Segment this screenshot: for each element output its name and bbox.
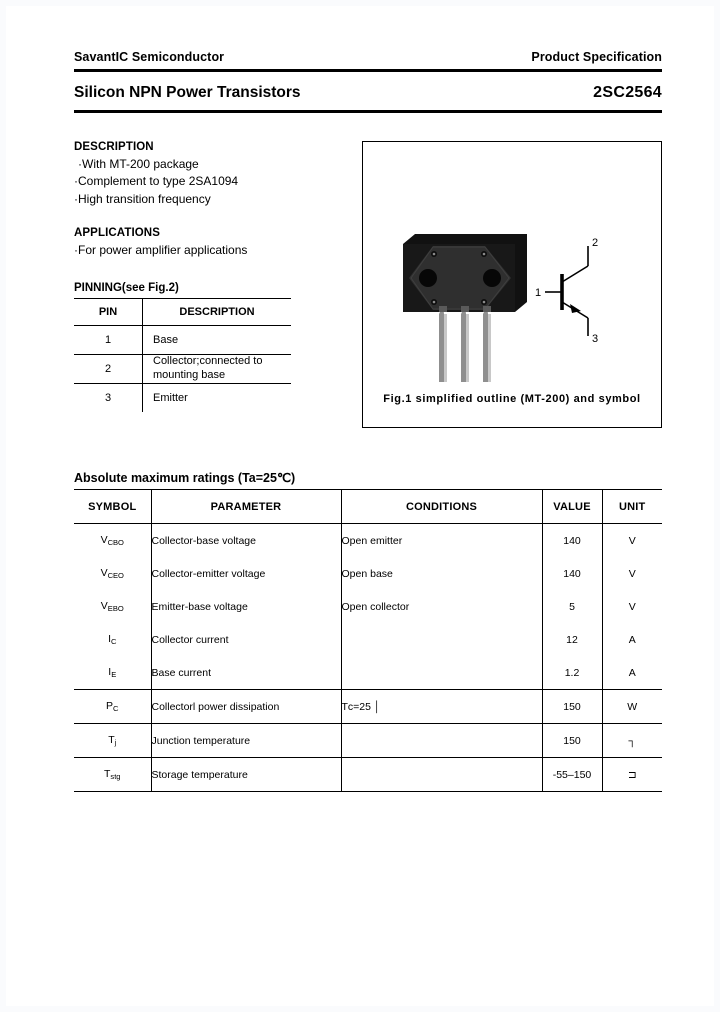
table-row [74, 623, 662, 656]
symbol-base: I [108, 633, 111, 646]
applications-heading: APPLICATIONS [74, 227, 160, 240]
symbol-base: V [100, 534, 108, 547]
pinning-col-pin: PIN [74, 298, 143, 325]
applications-bullet: ·For power amplifier applications [74, 243, 248, 258]
page-title: Silicon NPN Power Transistors [74, 84, 301, 101]
symbol-base: I [108, 666, 112, 679]
right-column [362, 141, 662, 428]
rating-value: 5 [542, 590, 602, 623]
rating-symbol [74, 590, 151, 623]
symbol-subscript: j [114, 737, 117, 747]
rating-conditions: Open base [341, 557, 542, 590]
rating-symbol [74, 690, 151, 724]
symbol-pin-1-label: 1 [535, 287, 542, 299]
description-bullet: ·Complement to type 2SA1094 [74, 174, 239, 189]
npn-transistor-symbol [531, 238, 627, 348]
body-columns [74, 141, 662, 428]
left-column [74, 141, 362, 412]
rating-value: -55–150 [542, 758, 602, 792]
table-row [74, 557, 662, 590]
symbol-subscript: C [113, 703, 119, 713]
rating-parameter: Collector-base voltage [151, 524, 341, 558]
rating-conditions: Tс=25 │ [341, 690, 542, 724]
rating-value: 1.2 [542, 656, 602, 690]
rating-conditions [341, 724, 542, 758]
description-bullet: ·With MT-200 package [78, 157, 199, 171]
pin-description: Base [153, 333, 179, 346]
pin-number: 2 [74, 354, 143, 383]
table-row [74, 724, 662, 758]
rating-parameter: Storage temperature [151, 758, 341, 792]
package-leads [439, 306, 491, 382]
rating-conditions [341, 623, 542, 656]
rating-unit: V [628, 600, 636, 613]
pin-number: 1 [74, 325, 143, 354]
rating-unit: ⊐ [602, 758, 662, 792]
rating-parameter: Collector current [151, 623, 341, 656]
table-row [74, 656, 662, 690]
rating-unit: A [602, 656, 662, 690]
rating-conditions [341, 758, 542, 792]
pinning-title: PINNING(see Fig.2) [74, 281, 179, 294]
title-rule [74, 110, 662, 113]
symbol-base: T [104, 768, 111, 781]
symbol-base: V [100, 600, 108, 613]
table-row [74, 524, 662, 558]
rating-parameter: Collector-emitter voltage [151, 557, 341, 590]
rating-unit: V [628, 534, 636, 547]
transistor-package-drawing [395, 230, 535, 410]
symbol-collector-lead [562, 266, 588, 282]
description-heading: DESCRIPTION [74, 141, 154, 153]
part-number: 2SC2564 [593, 84, 662, 101]
rating-parameter: Base current [151, 656, 341, 690]
rating-symbol [74, 758, 151, 792]
ratings-col-value: VALUE [542, 490, 602, 524]
rating-parameter: Emitter-base voltage [151, 590, 341, 623]
pin-description: Collector;connected to mounting base [153, 354, 263, 381]
rating-conditions: Open collector [341, 590, 542, 623]
symbol-subscript: C [110, 636, 117, 646]
page-content [74, 50, 662, 792]
symbol-subscript: E [111, 669, 117, 679]
rating-conditions: Open emitter [341, 524, 542, 558]
rating-symbol [74, 724, 151, 758]
table-row [74, 690, 662, 724]
company-name: SavantIC Semiconductor [74, 50, 225, 64]
symbol-subscript: stg [110, 771, 121, 781]
rating-value: 150 [542, 724, 602, 758]
pin-description: Emitter [153, 391, 188, 404]
mounting-hole [419, 269, 437, 287]
ratings-col-symbol: SYMBOL [74, 490, 151, 524]
rating-unit: A [628, 633, 636, 646]
symbol-base: P [106, 700, 114, 713]
rating-symbol [74, 524, 151, 558]
pinning-col-desc: DESCRIPTION [179, 305, 255, 318]
pin-number: 3 [74, 383, 143, 412]
symbol-subscript: EBO [107, 603, 124, 613]
ratings-header-row [74, 490, 662, 524]
figure-caption: Fig.1 simplified outline (MT-200) and symbol [383, 393, 641, 405]
rating-parameter: Collectorl power dissipation [151, 690, 341, 724]
rating-conditions [341, 656, 542, 690]
table-row [74, 325, 291, 354]
rating-value: 140 [542, 524, 602, 558]
symbol-base: T [108, 734, 115, 747]
ratings-col-unit: UNIT [602, 490, 662, 524]
title-bar [74, 84, 662, 102]
rating-unit: V [628, 567, 636, 580]
symbol-pin-2-label: 2 [592, 238, 599, 249]
description-bullet: ·High transition frequency [74, 191, 211, 206]
document-type: Product Specification [531, 50, 662, 64]
symbol-base: V [100, 567, 108, 580]
rating-symbol [74, 623, 151, 656]
table-row [74, 383, 291, 412]
absolute-maximum-ratings-table [74, 489, 662, 792]
rating-symbol [74, 557, 151, 590]
ratings-body [74, 524, 662, 792]
table-row [74, 354, 291, 383]
mounting-hole [483, 269, 501, 287]
rating-unit: ┐ [602, 724, 662, 758]
pinning-table [74, 298, 291, 412]
rating-value: 150 [542, 690, 602, 724]
symbol-subscript: CBO [107, 537, 124, 547]
table-row [74, 758, 662, 792]
pinning-header-row [74, 298, 291, 325]
rating-value: 140 [542, 557, 602, 590]
document-header [74, 50, 662, 64]
rating-symbol [74, 656, 151, 690]
rating-value: 12 [542, 623, 602, 656]
figure-panel [362, 141, 662, 428]
ratings-title: Absolute maximum ratings (Ta=25℃) [74, 471, 296, 485]
ratings-col-parameter: PARAMETER [151, 490, 341, 524]
table-row [74, 590, 662, 623]
header-rule [74, 69, 662, 72]
rating-unit: W [602, 690, 662, 724]
rating-parameter: Junction temperature [151, 724, 341, 758]
ratings-col-conditions: CONDITIONS [341, 490, 542, 524]
symbol-subscript: CEO [107, 570, 124, 580]
symbol-pin-3-label: 3 [592, 333, 599, 345]
symbol-emitter-arrow [570, 304, 581, 313]
